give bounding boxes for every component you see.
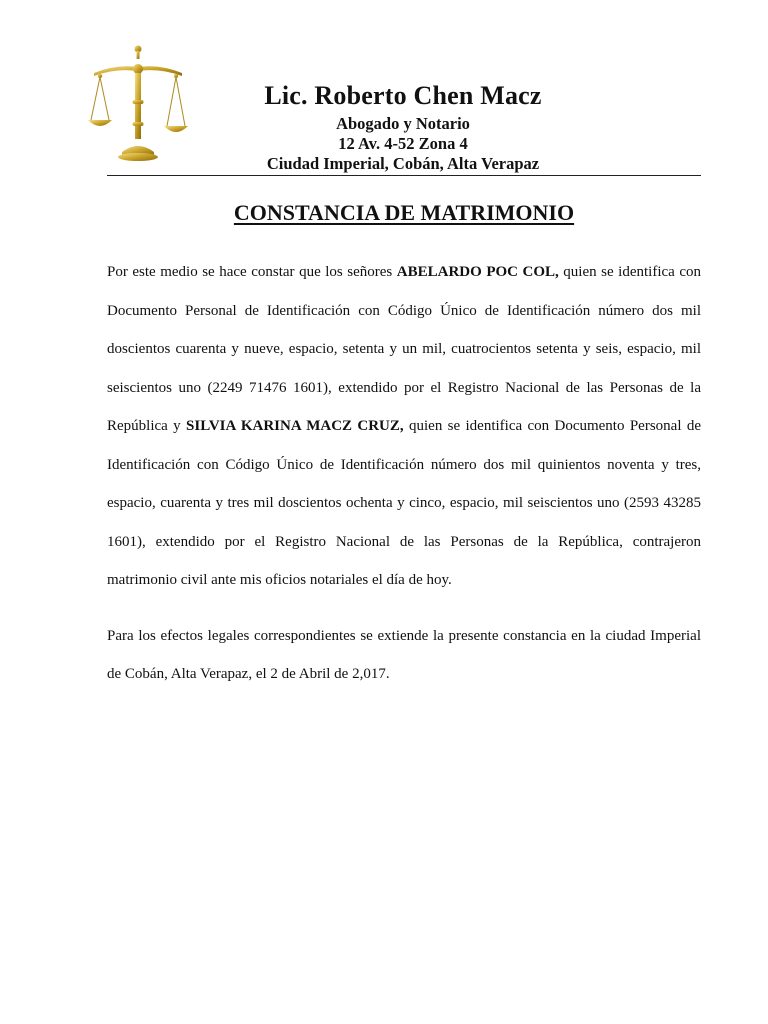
document-title: CONSTANCIA DE MATRIMONIO xyxy=(233,200,575,225)
spouse-name-1: ABELARDO POC COL, xyxy=(396,264,559,280)
letterhead xyxy=(220,80,586,174)
paragraph-text: quien se identifica con Documento Personal de Identificación con Código Único de Identificación número dos mil doscientos cuarenta y nueve, espacio, setenta y un mil, cuatrocientos setenta y seis, espacio, mil seiscientos uno (2249 71476 1601), extendido por el Registro Nacional de las Personas de la República y xyxy=(107,264,701,434)
paragraph-closing: Para los efectos legales correspondientes se extiende la presente constancia en la ciudad Imperial de Cobán, Alta Verapaz, el 2 de Abril de 2,017. xyxy=(107,627,701,682)
lawyer-name: Lic. Roberto Chen Macz xyxy=(264,81,542,110)
spouse-name-2: SILVIA KARINA MACZ CRUZ, xyxy=(186,418,404,434)
paragraph-declaration xyxy=(107,253,701,600)
office-city: Ciudad Imperial, Cobán, Alta Verapaz xyxy=(266,154,540,173)
scales-of-justice-icon xyxy=(86,40,190,166)
header-divider xyxy=(107,175,701,176)
document-body xyxy=(107,253,701,694)
office-address: 12 Av. 4-52 Zona 4 xyxy=(338,134,468,153)
paragraph-text: quien se identifica con Documento Personal de Identificación con Código Único de Identificación número dos mil quinientos noventa y tres, espacio, cuarenta y tres mil doscientos ochenta y cinco, espacio, mil seiscientos uno (2593 43285 1601), extendido por el Registro Nacional de las Personas de la República, contrajeron matrimonio civil ante mis oficios notariales el día de hoy. xyxy=(107,418,701,588)
lawyer-profession: Abogado y Notario xyxy=(336,114,470,133)
paragraph-text: Por este medio se hace constar que los señores xyxy=(107,264,397,280)
